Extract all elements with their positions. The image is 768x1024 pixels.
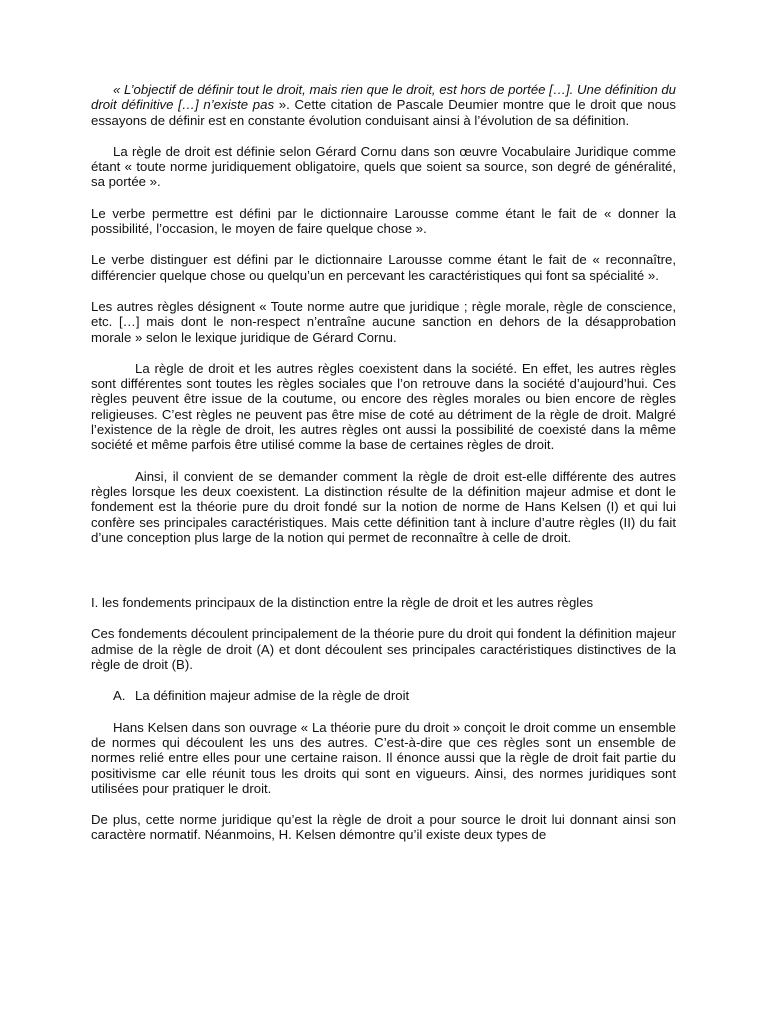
document-page (91, 82, 676, 859)
paragraph-problematique: Ainsi, il convient de se demander comment la règle de droit est-elle différente des autres règles lorsque les deux coexistent. La distinction résulte de la définition majeur admise et dont le fondement est la théorie pure du droit fondé sur la notion de norme de Hans Kelsen (I) et qui lui confère ses principales caractéristiques. Mais cette définition tant à inclure d’autre règles (II) du fait d’une conception plus large de la notion qui permet de reconnaître à celle de droit. (91, 468, 676, 545)
paragraph-definition-regle: La règle de droit est définie selon Gérard Cornu dans son œuvre Vocabulaire Juridique comme étant « toute norme juridiquement obligatoire, quels que soient sa source, son degré de généralité, sa portée ». (91, 143, 676, 190)
paragraph-section-1-intro: Ces fondements découlent principalement de la théorie pure du droit qui fondent la définition majeur admise de la règle de droit (A) et dont découlent ses principales caractéristiques distinctives de la règle de droit (B). (91, 626, 676, 673)
quote-text: « L’objectif de définir tout le droit, mais rien que le droit, est hors de portée […]. Une définition du droit définitive […] n’existe pas (91, 82, 676, 113)
paragraph-definition-autres-regles: Les autres règles désignent « Toute norme autre que juridique ; règle morale, règle de conscience, etc. […] mais dont le non-respect n’entraîne aucune sanction en dehors de la désapprobation morale » selon le lexique juridique de Gérard Cornu. (91, 298, 676, 345)
quote-commentary: ». Cette citation de Pascale Deumier montre que le droit que nous essayons de définir est en constante évolution conduisant ainsi à l’évolution de sa définition. (91, 97, 676, 128)
paragraph-coexistence: La règle de droit et les autres règles coexistent dans la société. En effet, les autres règles sont différentes sont toutes les règles sociales que l’on retrouve dans la société d’aujourd’hui. Ces règles peuvent être issue de la coutume, ou encore des règles morales ou bien encore de règles religieuses. C’est règles ne peuvent pas être mise de coté au détriment de la règle de droit. Malgré l’existence de la règle de droit, les autres règles ont aussi la possibilité de coexisté dans la même société et même parfois être utilisé comme la base de certaines règles de droit. (91, 360, 676, 453)
paragraph-definition-distinguer: Le verbe distinguer est défini par le dictionnaire Larousse comme étant le fait de « reconnaître, différencier quelque chose ou quelqu’un en percevant les caractéristiques qui font sa spécialité ». (91, 252, 676, 283)
paragraph-intro-quote (91, 82, 676, 128)
section-spacer (91, 561, 676, 595)
subsection-letter: A. (113, 688, 126, 704)
paragraph-norme-juridique: De plus, cette norme juridique qu’est la règle de droit a pour source le droit lui donnant ainsi son caractère normatif. Néanmoins, H. Kelsen démontre qu’il existe deux types de (91, 812, 676, 843)
paragraph-kelsen: Hans Kelsen dans son ouvrage « La théorie pure du droit » conçoit le droit comme un ensemble de normes qui découlent les uns des autres. C’est-à-dire que ces règles sont un ensemble de normes relié entre elles pour une certaine raison. Il énonce aussi que la règle de droit fait partie du positivisme car elle réunit tous les droits qui sont en vigueurs. Ainsi, des normes juridiques sont utilisées pour pratiquer le droit. (91, 719, 676, 796)
paragraph-definition-permettre: Le verbe permettre est défini par le dictionnaire Larousse comme étant le fait de « donner la possibilité, l’occasion, le moyen de faire quelque chose ». (91, 205, 676, 237)
section-heading-1: I. les fondements principaux de la distinction entre la règle de droit et les autres règles (91, 595, 594, 611)
subsection-heading-a (91, 688, 676, 703)
subsection-title: La définition majeur admise de la règle de droit (135, 688, 410, 704)
